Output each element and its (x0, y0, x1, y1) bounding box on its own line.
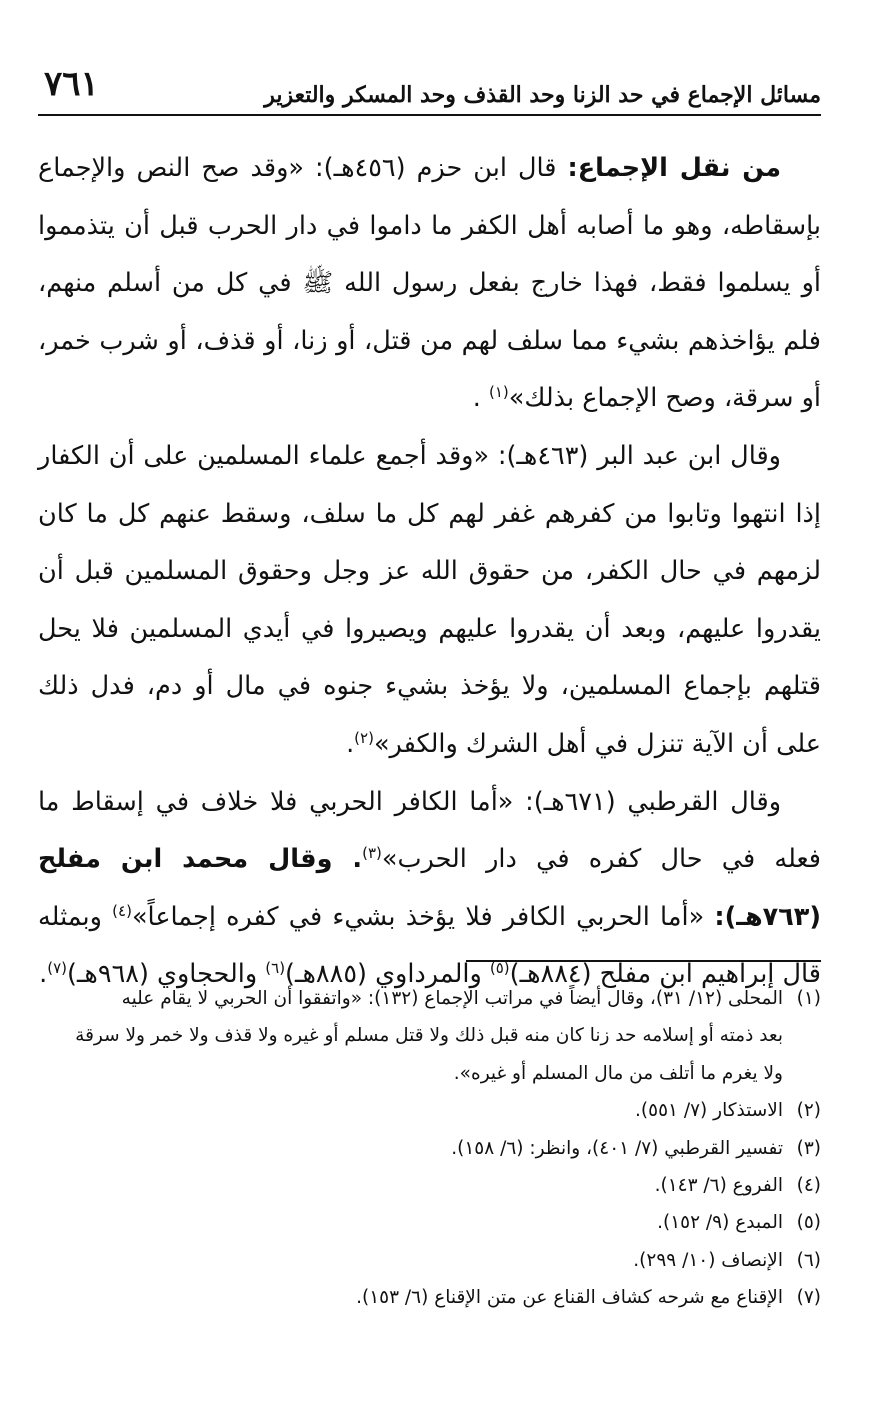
footnote-text: الإقناع مع شرحه كشاف القناع عن متن الإقناع (٦/ ١٥٣). (356, 1287, 783, 1309)
paragraph-qurtubi (38, 774, 821, 1004)
footnote-separator (466, 960, 821, 962)
section-lead: من نقل الإجماع: (567, 153, 781, 183)
paragraph-end: . (39, 959, 48, 990)
page-header (38, 62, 821, 116)
paragraph-text: قال ابن حزم (٤٥٦هـ): «وقد صح النص والإجماع بإسقاطه، وهو ما أصابه أهل الكفر ما داموا في دار الحرب قبل أن يتذمموا أو يسلموا فقط، فهذا خارج بفعل رسول الله ﷺ في كل من أسلم منهم، فلم يؤاخذهم بشيء مما سلف لهم من قتل، أو زنا، أو قذف، أو شرب خمر، أو سرقة، وصح الإجماع بذلك» (38, 153, 821, 414)
footnote-ref: (٥) (489, 959, 510, 978)
paragraph-text: وبمثله قال إبراهيم ابن مفلح (٨٨٤هـ) (38, 901, 821, 990)
footnote-continuation: بعد ذمته أو إسلامه حد زنا كان منه قبل ذلك ولا قتل مسلم أو غيره ولا قذف ولا خمر ولا سرقة (75, 1025, 783, 1047)
footnote-item (38, 1167, 821, 1204)
paragraph-end: . (472, 383, 489, 414)
paragraph-ibn-abd-al-barr (38, 428, 821, 774)
paragraph-text: وقال القرطبي (٦٧١هـ): «أما الكافر الحربي فلا خلاف في إسقاط ما فعله في حال كفره في دار الحرب» (38, 786, 821, 875)
footnote-text: الفروع (٦/ ١٤٣). (654, 1175, 783, 1197)
page-number: ٧٦١ (44, 64, 99, 104)
footnote-number: (٣) (796, 1137, 821, 1159)
footnote-text: المبدع (٩/ ١٥٢). (657, 1212, 783, 1234)
footnote-ref: (٣) (362, 844, 382, 863)
footnote-item (38, 1279, 821, 1316)
paragraph-text: والمرداوي (٨٨٥هـ) (285, 959, 490, 990)
footnote-item (38, 1092, 821, 1129)
paragraph-ibn-hazm (38, 140, 821, 428)
footnote-ref: (٦) (265, 959, 286, 978)
footnote-number: (٤) (796, 1175, 821, 1197)
footnote-number: (٥) (796, 1212, 821, 1234)
paragraph-text: وقال ابن عبد البر (٤٦٣هـ): «وقد أجمع علماء المسلمين على أن الكفار إذا انتهوا وتابوا من كفرهم غفر لهم كل ما سلف، وسقط عنهم كل ما كان لزمهم في حال الكفر، من حقوق الله عز وجل وحقوق المسلمين قبل أن يقدروا عليهم، وبعد أن يقدروا عليهم ويصيروا في أيدي المسلمين فلا يحل قتلهم بإجماع المسلمين، ولا يؤخذ بشيء جنوه في مال أو دم، فدل ذلك على أن الآية تنزل في أهل الشرك والكفر» (38, 440, 821, 759)
paragraph-text: «أما الحربي الكافر فلا يؤخذ بشيء في كفره إجماعاً» (131, 901, 715, 932)
footnote-item (38, 1242, 821, 1279)
footnote-number: (٧) (796, 1287, 821, 1309)
footnote-ref: (٧) (47, 959, 67, 978)
footnote-item (38, 980, 821, 1017)
paragraph-end: . (346, 728, 355, 759)
main-text (38, 140, 821, 1004)
footnote-number: (٦) (796, 1249, 821, 1271)
footnote-ref: (٢) (354, 728, 374, 747)
footnote-number: (١) (796, 988, 821, 1009)
footnote-ref: (١) (488, 383, 509, 402)
footnotes (38, 980, 821, 1317)
bold-attribution: . وقال محمد ابن مفلح (٧٦٣هـ): (38, 844, 821, 932)
running-title: مسائل الإجماع في حد الزنا وحد القذف وحد المسكر والتعزير (264, 82, 821, 108)
footnote-number: (٢) (796, 1100, 821, 1122)
footnote-text: الاستذكار (٧/ ٥٥١). (635, 1100, 783, 1122)
footnote-item (38, 1204, 821, 1241)
footnote-item (38, 1130, 821, 1167)
footnote-text: المحلى (١٢/ ٣١)، وقال أيضاً في مراتب الإجماع (١٣٢): «واتفقوا أن الحربي لا يقام عليه (121, 988, 783, 1009)
footnote-text: الإنصاف (١٠/ ٢٩٩). (633, 1249, 783, 1271)
footnote-ref: (٤) (112, 901, 132, 920)
footnote-text: تفسير القرطبي (٧/ ٤٠١)، وانظر: (٦/ ١٥٨). (451, 1137, 783, 1159)
paragraph-text: والحجاوي (٩٦٨هـ) (67, 959, 266, 990)
footnote-continuation: ولا يغرم ما أتلف من مال المسلم أو غيره». (453, 1062, 783, 1084)
